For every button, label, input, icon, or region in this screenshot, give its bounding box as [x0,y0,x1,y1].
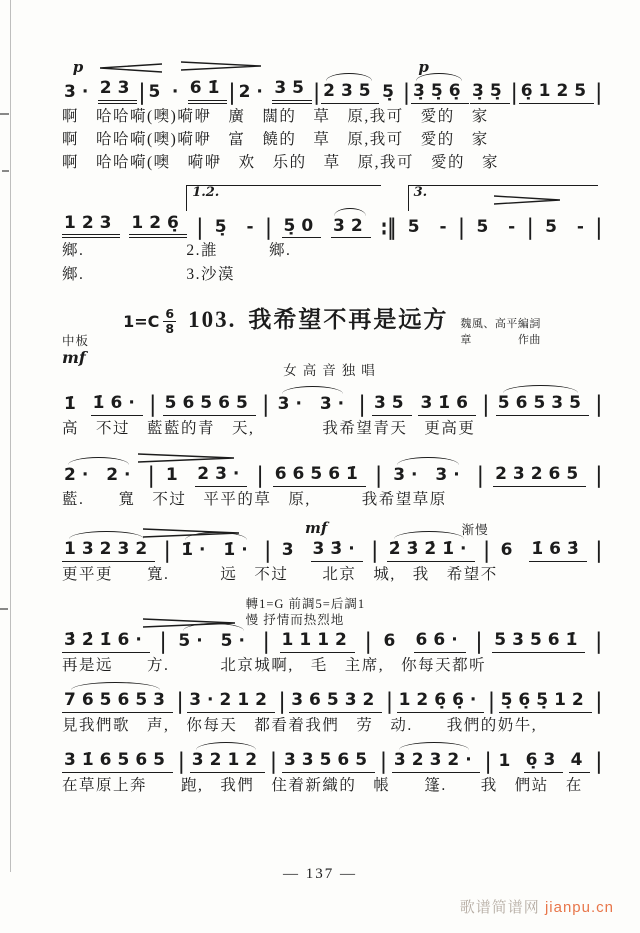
note-group: 6 [383,631,402,652]
barline: | [371,538,378,565]
barline: | [386,689,393,716]
barline: | [403,79,410,106]
barline: | [196,214,203,241]
page-number: — 137 — [283,866,357,882]
annotation-row [62,448,602,464]
barline: | [595,79,602,106]
barline: | [365,629,372,656]
barline: | [483,538,490,565]
music-system [62,393,602,439]
dash-note: - [576,216,584,237]
barline: | [375,463,382,490]
music-system [62,448,602,510]
music-system [62,750,602,796]
barline: | [484,749,492,776]
note-group: 5· 5· [178,631,251,652]
note-group: 3232· [392,750,480,773]
note-group: 5 [545,216,563,237]
song-title-block [62,301,602,379]
volta-bracket: 3. [408,185,598,211]
barline: | [527,214,534,241]
lyric-line: 在草原上奔 跑, 我們 住着新織的 帳 篷. 我 們站 在 [62,776,583,794]
barline: | [256,463,264,490]
barline: | [511,79,518,106]
note-group: 23265 [493,464,586,487]
lyric-line: 鄉. 3.沙漠 [62,265,236,283]
key-label: 1=C [123,312,160,332]
volta-bracket: 1.2. [186,185,381,211]
barline: | [380,749,387,776]
note-group: 32 [331,216,371,239]
music-system [62,519,602,585]
tempo-and-dynamic [62,335,89,366]
time-signature [163,305,176,337]
lyric-line: 見我們歌 声, 你每天 都看着我們 劳 动. 我們的奶牛, [62,716,538,734]
note-group: 3212 [190,750,265,773]
dash-note: - [439,216,447,237]
voice-part-label: 女高音独唱 [283,363,381,379]
note-group: 2̇3̇2̇1̇· [387,539,475,562]
note-group: 1 [498,751,517,772]
crescendo-hairpin-icon [100,63,162,73]
watermark-link[interactable]: jianpu.cn [544,899,614,916]
tempo-annotation: 渐慢 [461,523,489,538]
note-group: 23 [98,78,138,104]
barline: | [228,79,236,106]
barline: | [488,689,495,716]
barline: | [595,214,602,241]
note-group: 31̇6 [418,393,476,416]
scan-speck [0,608,8,610]
note-group: 1̇ [64,394,82,415]
time-signature-numerator: 6 [165,305,175,321]
watermark-site-name: 歌谱简谱网 [459,899,545,916]
barline: | [595,463,602,490]
note-group: 66561̇ [273,464,366,487]
note-group: 3 [281,540,300,561]
barline: | [270,749,277,776]
notes-line [62,463,602,490]
note-group: 5̣0 [282,216,322,239]
barline: | [148,463,155,490]
note-group: 765653 [62,690,173,713]
barline: | [458,214,465,241]
note-group: 66· [414,630,466,653]
dash-note: - [508,216,516,237]
lyric-line: 高 不过 藍藍的青 天, 我希望青天 更高更 [62,419,476,437]
annotation-row [62,594,602,630]
song-title: 我希望不再是远方 [248,307,449,333]
notes-line [62,392,602,419]
note-group: 5̣ [382,82,400,102]
note-group: 1̇6· [91,393,143,416]
note-group: 235 [321,81,379,104]
note-group: 53561̇ [492,630,585,653]
song-number: 103. [188,307,237,333]
note-group: 1̇· 1̇· [181,540,254,561]
barline: | [595,392,602,419]
barline: | [475,629,483,656]
annotation-row [62,183,602,213]
note-group: 126̣ [129,213,187,239]
scan-speck [0,113,9,115]
note-group: 33̇· [311,539,363,562]
note-group: 3·212 [187,690,275,713]
note-group: 61̇ [188,78,228,104]
notes-line [62,213,602,239]
music-system [62,594,602,676]
tempo-annotation: 轉1=G 前調5=后調1 [245,597,366,612]
composer-credit: 章 作曲 [460,334,541,347]
scan-speck [2,170,9,172]
note-group: 5̣ [214,216,233,237]
lyric-line: 鄉. 2.誰 鄉. [62,242,292,260]
page-scan-edge-line [10,0,11,872]
notes-line [62,629,602,656]
notes-line [62,538,602,565]
decrescendo-hairpin-icon [181,61,261,71]
note-group: 1̇63̇ [529,539,587,562]
barline: | [278,689,286,716]
watermark [460,896,614,917]
note-group: 3· [64,82,95,102]
previous-song-ending-systems [62,56,602,285]
dynamic-mark: p [418,58,429,76]
tempo-marking: 中板 [62,334,90,349]
lyricist-credit: 魏風、高平編詞 [460,318,541,331]
note-group: 126̣6̣· [397,690,485,713]
note-group: 33565 [282,750,375,773]
lyric-line: 再是远 方. 北京城啊, 毛 主席, 你每天都听 [62,656,487,674]
title-row [62,301,602,349]
note-group: 5̣6̣5̣12 [499,690,592,713]
note-group: 5 [148,82,167,102]
dash-note: - [246,216,254,237]
note-group: 3· 3· [393,465,466,486]
barline: | [482,392,489,419]
music-system [62,183,602,285]
barline: | [313,79,320,106]
dynamic-marking: mf [62,348,86,368]
notes-line [62,689,602,716]
note-group: 35 [272,78,312,104]
barline: | [358,392,366,419]
barline: | [159,629,167,656]
note-group: 1 [165,465,184,486]
note-group: 35 [372,393,412,416]
note-group: 56535 [496,393,589,416]
note-group: 6̣3 [524,750,564,773]
note-group: 5 [476,216,495,237]
score-content [62,56,602,805]
decrescendo-hairpin-icon [138,453,234,463]
note-group: 5 [407,216,426,237]
barline: | [262,392,269,419]
note-group: 36532 [289,690,382,713]
note-group: 1112 [280,630,355,653]
note-group: 3̇2̇1̇6· [62,630,150,653]
lyric-line: 啊 哈哈嗬(噢)嗬咿 富 饒的 草 原,我可 愛的 家 [62,131,489,148]
note-group: 23· [195,464,247,487]
notes-line [62,78,602,104]
note-group: 3̣5̣ [470,81,510,104]
note-group: 6 [500,540,519,561]
lyric-line: 藍. 寬 不过 平平的草 原, 我希望草原 [62,490,447,508]
note-group: 123 [62,213,120,239]
song-music-systems [62,393,602,796]
barline: | [263,629,270,656]
barline: | [595,538,602,565]
note-group: 2· 2· [64,465,137,486]
repeat-barline: :‖ [380,214,396,241]
music-system [62,56,602,174]
note-group: 31̇6565 [62,750,173,773]
barline: | [164,538,171,565]
barline: | [176,689,184,716]
lyric-line: 啊 哈哈嗬(噢 嗬咿 欢 乐的 草 原,我可 愛的 家 [62,154,500,172]
barline: | [264,538,271,565]
lyric-line: 更平更 寬. 远 不过 北京 城, 我 希望不 [62,565,498,583]
note-group: 3̣5̣6̣ [411,81,469,104]
dynamic-mark: p [72,58,84,76]
credits [460,317,541,349]
note-group: 6̣125 [519,81,594,104]
note-group: 2· [238,82,269,102]
note-group: 3· 3· [277,394,351,415]
barline: | [149,392,156,419]
barline: | [595,629,602,656]
tempo-annotation: 慢 抒情而热烈地 [245,613,345,628]
barline: | [477,463,484,490]
note-group: · [171,82,185,102]
decrescendo-hairpin-icon [494,195,560,205]
barline: | [265,214,272,241]
key-signature [123,305,176,337]
notes-line [62,749,602,776]
barline: | [595,689,602,716]
note-group: 56565 [163,393,256,416]
music-system [62,690,602,736]
time-signature-denominator: 8 [165,321,175,337]
lyric-line: 啊 哈哈嗬(噢)嗬咿 廣 闊的 草 原,我可 愛的 家 [62,107,489,125]
note-group: 4 [569,750,591,773]
dynamic-mark: mf [305,519,328,538]
barline: | [178,749,185,776]
barline: | [595,749,602,776]
note-group: 13232 [62,539,155,562]
barline: | [138,79,146,106]
